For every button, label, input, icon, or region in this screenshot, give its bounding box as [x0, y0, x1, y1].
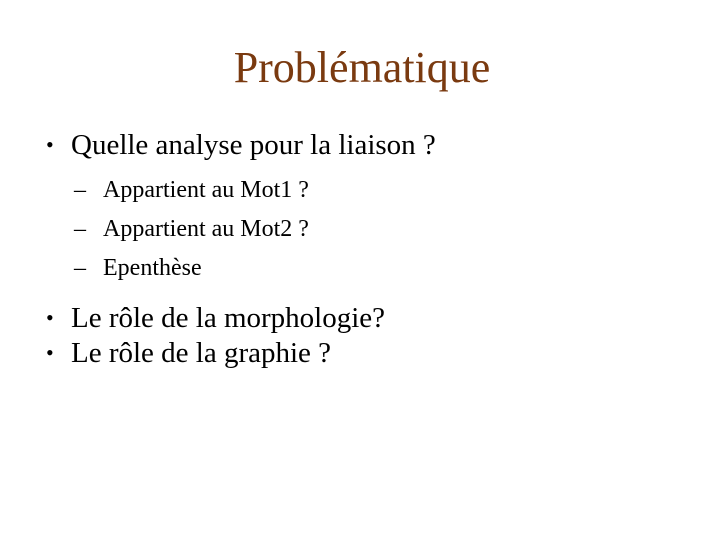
- dash-icon: –: [74, 255, 86, 281]
- slide-title: [0, 40, 720, 96]
- sub-bullet-text: Appartient au Mot2 ?: [103, 216, 309, 242]
- sub-bullet-item: [46, 176, 686, 204]
- sub-bullet-item: [46, 215, 686, 243]
- sub-bullet-text: Appartient au Mot1 ?: [103, 177, 309, 203]
- bullet-icon: •: [46, 340, 54, 365]
- dash-icon: –: [74, 216, 86, 242]
- sub-bullet-item: [46, 254, 686, 282]
- bullet-item: [46, 301, 686, 335]
- dash-icon: –: [74, 177, 86, 203]
- bullet-text: Le rôle de la graphie ?: [71, 337, 332, 369]
- bullet-text: Quelle analyse pour la liaison ?: [71, 129, 436, 161]
- bullet-list: [46, 128, 686, 369]
- bullet-icon: •: [46, 132, 54, 157]
- sub-bullet-text: Epenthèse: [103, 255, 202, 281]
- slide-title-text: Problématique: [233, 43, 491, 92]
- bullet-item: [46, 336, 686, 370]
- bullet-item: [46, 128, 686, 162]
- bullet-icon: •: [46, 305, 54, 330]
- bullet-text: Le rôle de la morphologie?: [71, 302, 386, 334]
